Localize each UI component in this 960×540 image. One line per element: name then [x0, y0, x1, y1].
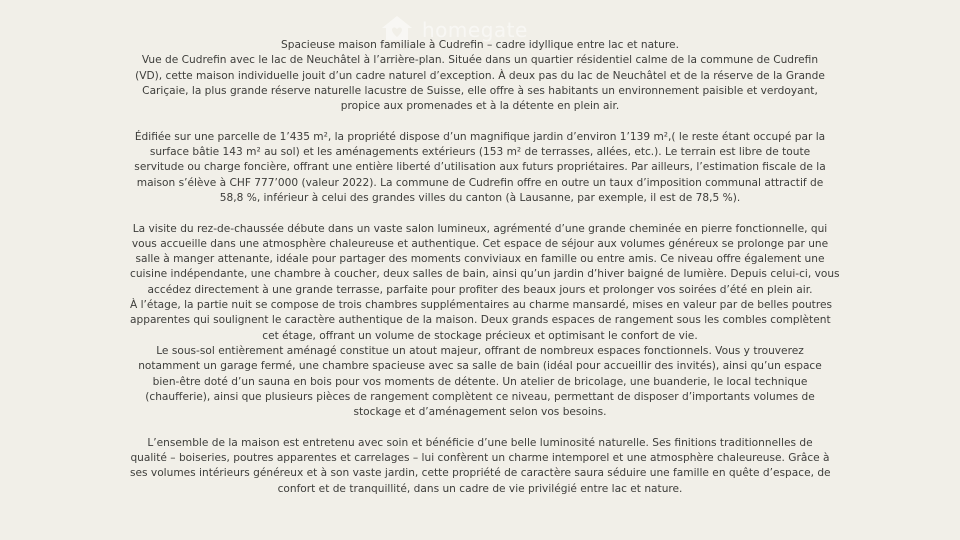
- text-line: Vue de Cudrefin avec le lac de Neuchâtel à l’arrière-plan. Située dans un quartier résidentiel calme de la commune de Cudrefin: [141, 54, 819, 67]
- paragraph-intro: [130, 38, 830, 114]
- text-line: Le sous-sol entièrement aménagé constitue un atout majeur, offrant de nombreux espaces fonctionnels. Vous y trouverez: [156, 344, 804, 357]
- text-line: maison s’élève à CHF 777’000 (valeur 2022). La commune de Cudrefin offre en outre un taux d’imposition communal attractif de: [136, 176, 824, 189]
- text-line: propice aux promenades et à la détente en plein air.: [340, 100, 620, 113]
- text-line: Spacieuse maison familiale à Cudrefin – cadre idyllique entre lac et nature.: [281, 39, 679, 51]
- text-line: À l’étage, la partie nuit se compose de trois chambres supplémentaires au charme mansardé, mises en valeur par de belles poutres: [130, 299, 832, 312]
- text-line: qualité – boiseries, poutres apparentes et carrelages – lui confèrent un charme intemporel et une atmosphère chaleureuse. Grâce à: [130, 452, 830, 465]
- text-line: vous accueille dans une atmosphère chaleureuse et authentique. Cet espace de séjour aux volumes généreux se prolonge par une: [131, 237, 829, 250]
- text-line: notamment un garage fermé, une chambre spacieuse avec sa salle de bain (idéal pour accueillir des invités), ainsi qu’un espace: [138, 360, 822, 373]
- text-line: L’ensemble de la maison est entretenu avec soin et bénéficie d’une belle luminosité naturelle. Ses finitions traditionnelles de: [147, 436, 813, 449]
- paragraph-visit: [130, 222, 840, 421]
- text-line: ses volumes intérieurs généreux et à son vaste jardin, cette propriété de caractère saura séduire une famille en quête d’espace, de: [130, 467, 831, 480]
- text-line: (VD), cette maison individuelle jouit d’un cadre naturel d’exception. À deux pas du lac de Neuchâtel et de la réserve de la Grande: [135, 69, 825, 82]
- text-line: apparentes qui soulignent le caractère authentique de la maison. Deux grands espaces de rangement sous les combles complètent: [130, 314, 831, 327]
- text-line: Édifiée sur une parcelle de 1’435 m², la propriété dispose d’un magnifique jardin d’environ 1’139 m²,( le reste étant occupé par la: [134, 130, 826, 143]
- text-line: (chaufferie), ainsi que plusieurs pièces de rangement complètent ce niveau, permettant de disposer d’importants volumes de: [145, 390, 815, 403]
- text-line: bien-être doté d’un sauna en bois pour vos moments de détente. Un atelier de bricolage, une buanderie, le local technique: [152, 375, 808, 388]
- paragraph-summary: [130, 436, 830, 497]
- text-line: cuisine indépendante, une chambre à coucher, deux salles de bain, ainsi qu’un jardin d’hiver baigné de lumière. Depuis celui-ci, vous: [130, 268, 840, 281]
- property-description: [130, 38, 840, 512]
- text-line: salle à manger attenante, idéale pour partager des moments conviviaux en famille ou entre amis. Ce niveau offre également une: [135, 253, 825, 266]
- text-line: accédez directement à une grande terrasse, parfaite pour profiter des beaux jours et prolonger vos soirées d’été en plein air.: [147, 283, 813, 296]
- paragraph-plot: [130, 130, 830, 206]
- text-line: stockage et d’aménagement selon vos besoins.: [353, 406, 607, 419]
- text-line: confort et de tranquillité, dans un cadre de vie privilégié entre lac et nature.: [277, 482, 683, 495]
- text-line: 58,8 %, inférieur à celui des grandes villes du canton (à Lausanne, par exemple, il est de 78,5 %).: [219, 191, 741, 204]
- watermark-text: homegate: [422, 18, 528, 42]
- text-line: cet étage, offrant un volume de stockage précieux et optimisant le confort de vie.: [262, 329, 698, 342]
- text-line: surface bâtie 143 m² au sol) et les aménagements extérieurs (153 m² de terrasses, allées, etc.). Le terrain est libre de toute: [149, 146, 811, 159]
- text-line: Cariçaie, la plus grande réserve naturelle lacustre de Suisse, elle offre à ses habitants un environnement paisible et verdoyant,: [142, 84, 818, 97]
- text-line: La visite du rez-de-chaussée débute dans un vaste salon lumineux, agrémenté d’une grande cheminée en pierre fonctionnelle, qui: [132, 222, 828, 235]
- text-line: servitude ou charge foncière, offrant une entière liberté d’utilisation aux futurs propriétaires. Par ailleurs, l’estimation fiscale de la: [134, 161, 826, 174]
